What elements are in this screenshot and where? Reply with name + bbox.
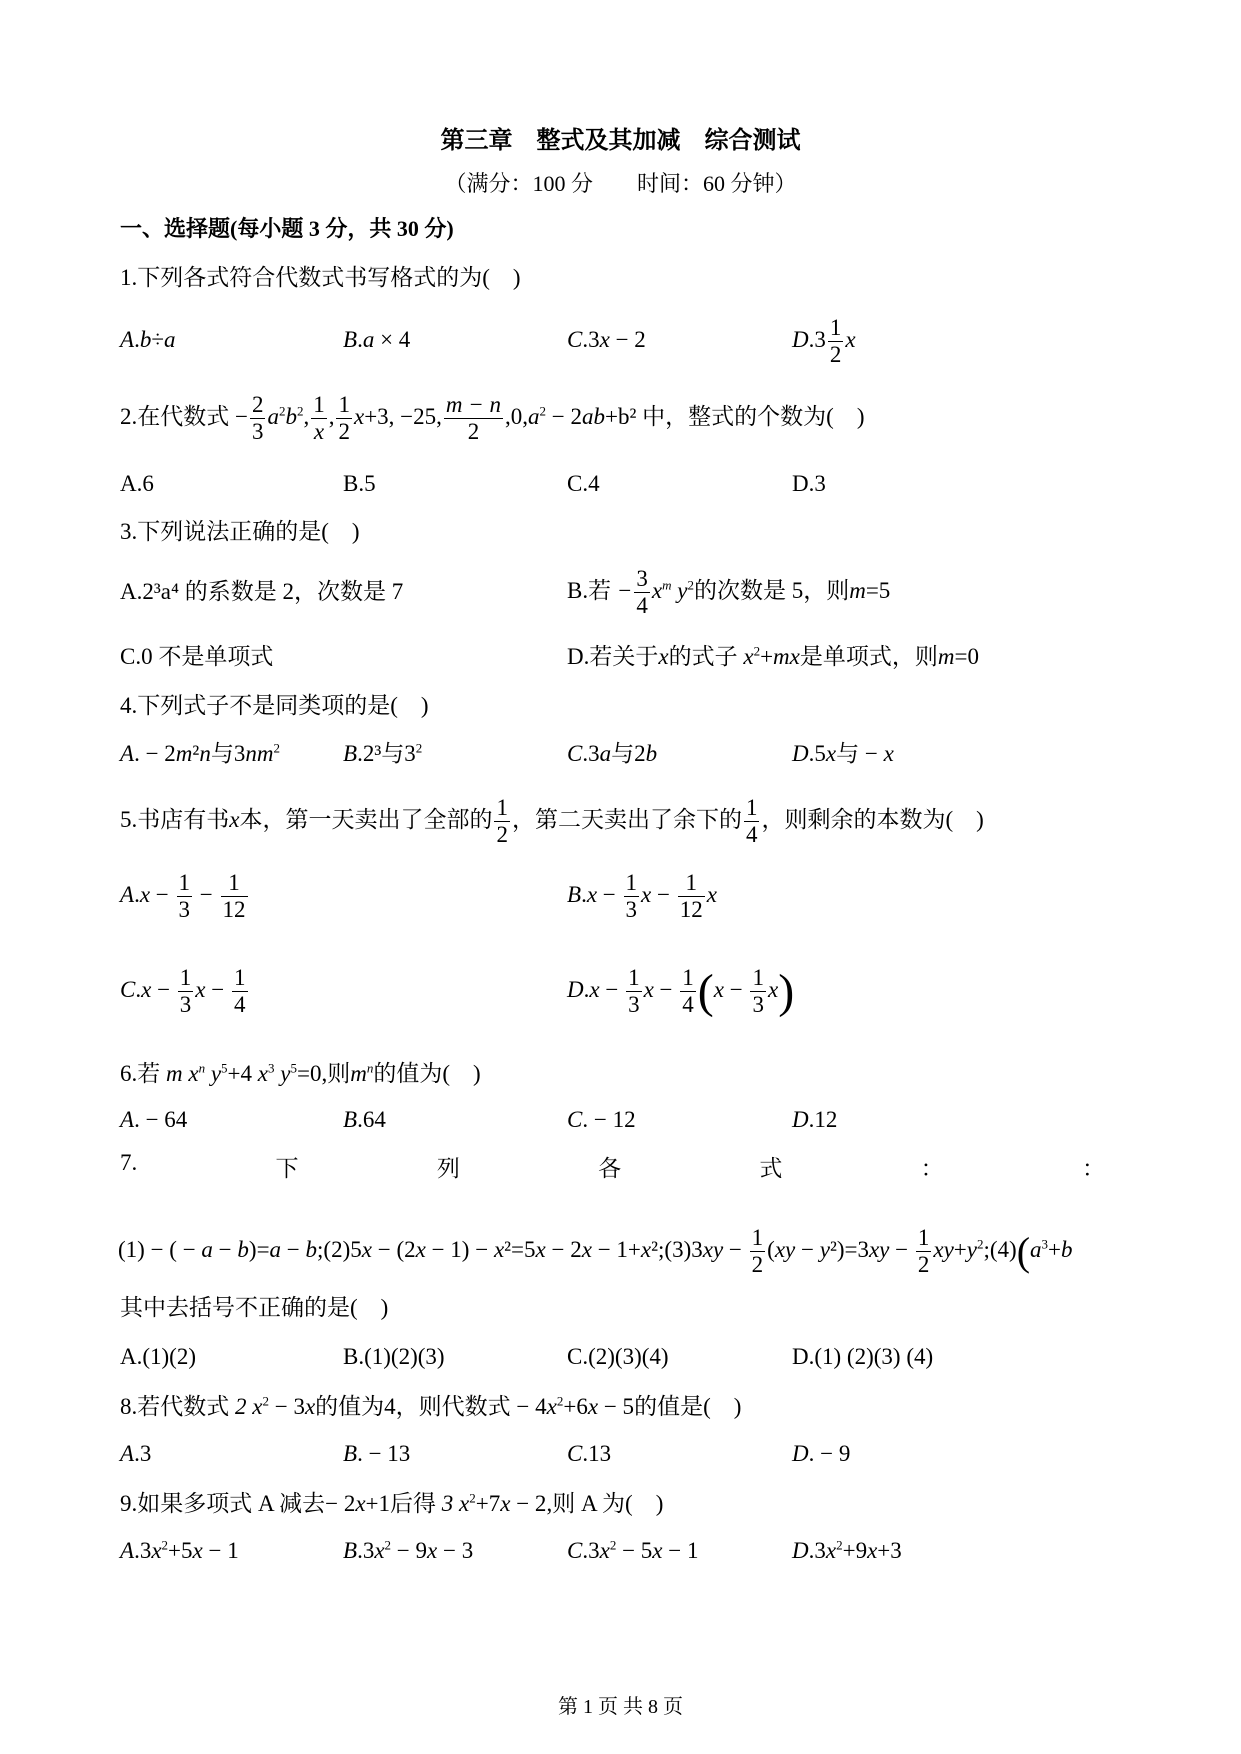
q7-option-b: B.(1)(2)(3) (343, 1344, 445, 1369)
q6-option-c: C. − 12 (567, 1107, 636, 1132)
q9-option-a: $A.3x^2+5x - 1$ (120, 1537, 239, 1563)
q4-option-b: B.2³与$3^2$ (343, 740, 423, 766)
q8-option-c: C.13 (567, 1441, 612, 1466)
q1-option-b: B.a × 4 (343, 327, 411, 352)
question-6-stem: 6.若 m $x^n$ $y^5+4$ $x^3$ $y^5=0$,则$m^n$的值为( ) (120, 1060, 481, 1086)
q5-option-c: C.x − $\frac{1}{3}$ x − $\frac{1}{4}$ (120, 965, 246, 1018)
question-7-expressions: (1) − ( − a − b)=a − b;(2)5x − (2x − 1) − x²=5x − 2x − 1+x²;(3)3xy − $\frac{1}{2}$ (xy − y²)=3xy − $\frac{1}{2}$ $xy+y^2;(4)(a^3+b$ (118, 1225, 1073, 1278)
page-subtitle: （满分：100 分 时间：60 分钟） (444, 171, 797, 196)
question-2-stem: 2.在代数式 − $\frac{2}{3}$ $a^2b^2$, $\frac{1}{x}$ , $\frac{1}{2}$ x+3, −25, $\frac{m - n}{2}$ $,0,a^2 - 2ab+b^2$ 中，整式的个数为( ) (120, 392, 865, 445)
q7-option-c: C.(2)(3)(4) (567, 1344, 669, 1369)
question-4-stem: 4.下列式子不是同类项的是( ) (120, 693, 429, 718)
q1-option-c: C.3x − 2 (567, 327, 646, 352)
q3-option-d: D.若关于x的式子 $x^2+mx$是单项式，则m=0 (567, 643, 979, 669)
question-8-stem: 8.若代数式 2 $x^2 - 3x$的值为4，则代数式 − $4x^2+6x - 5$的值是( ) (120, 1393, 742, 1419)
q3-option-b: B.若 − $\frac{3}{4}$ $x^m$ $y^2$的次数是 5，则m=5 (567, 566, 891, 619)
q2-option-d: D.3 (792, 471, 826, 496)
question-5-stem: 5.书店有书x本，第一天卖出了全部的 $\frac{1}{2}$ ，第二天卖出了余下的 $\frac{1}{4}$ ，则剩余的本数为( ) (120, 795, 984, 848)
q6-option-b: B.64 (343, 1107, 386, 1132)
q8-option-d: D. − 9 (792, 1441, 851, 1466)
q1-option-a: A.b÷a (120, 327, 176, 352)
question-7-stem: 其中去括号不正确的是( ) (120, 1295, 389, 1320)
q7-option-a: A.(1)(2) (120, 1344, 196, 1369)
q9-option-c: $C.3x^2 - 5x - 1$ (567, 1537, 699, 1563)
q5-option-b: B.x − $\frac{1}{3}$ x − $\frac{1}{12}$ x (567, 870, 717, 923)
q1-option-d: D.3 $\frac{1}{2}$ x (792, 315, 856, 368)
q4-option-d: D.5x与 − x (792, 741, 894, 766)
q4-option-a: A. − 2m²n与$3nm^2$ (120, 740, 280, 766)
q4-option-c: C.3a与2b (567, 741, 658, 766)
q8-option-a: A.3 (120, 1441, 152, 1466)
question-1-stem: 1.下列各式符合代数式书写格式的为( ) (120, 265, 521, 290)
page-title: 第三章 整式及其加减 综合测试 (440, 128, 801, 154)
q3-option-a: A.2³a⁴ 的系数是 2，次数是 7 (120, 579, 404, 604)
q2-option-b: B.5 (343, 471, 376, 496)
q6-option-d: D.12 (792, 1107, 838, 1132)
q5-option-a: A.x − $\frac{1}{3}$ − $\frac{1}{12}$ (120, 870, 246, 923)
q5-option-d: D.x − $\frac{1}{3}$ x − $\frac{1}{4}$ (x − $\frac{1}{3}$ x) (567, 964, 795, 1018)
q2-option-a: A.6 (120, 471, 154, 496)
q7-option-d: D.(1) (2)(3) (4) (792, 1344, 934, 1369)
question-9-stem: 9.如果多项式 A 减去− 2x+1后得 3 $x^2+7x - 2$,则 A 为( ) (120, 1490, 664, 1516)
q9-option-b: $B.3x^2 - 9x - 3$ (343, 1537, 474, 1563)
q6-option-a: A. − 64 (120, 1107, 188, 1132)
page-footer: 第 1 页 共 8 页 (558, 1696, 683, 1718)
q8-option-b: B. − 13 (343, 1441, 411, 1466)
question-7-heading: 7. 下 列 各 式 ： ： (120, 1150, 1105, 1181)
q2-option-c: C.4 (567, 471, 600, 496)
section-heading: 一、选择题(每小题 3 分，共 30 分) (120, 216, 454, 241)
q9-option-d: $D.3x^2+9x+3$ (792, 1537, 902, 1563)
q3-option-c: C.0 不是单项式 (120, 644, 274, 669)
question-3-stem: 3.下列说法正确的是( ) (120, 519, 360, 544)
